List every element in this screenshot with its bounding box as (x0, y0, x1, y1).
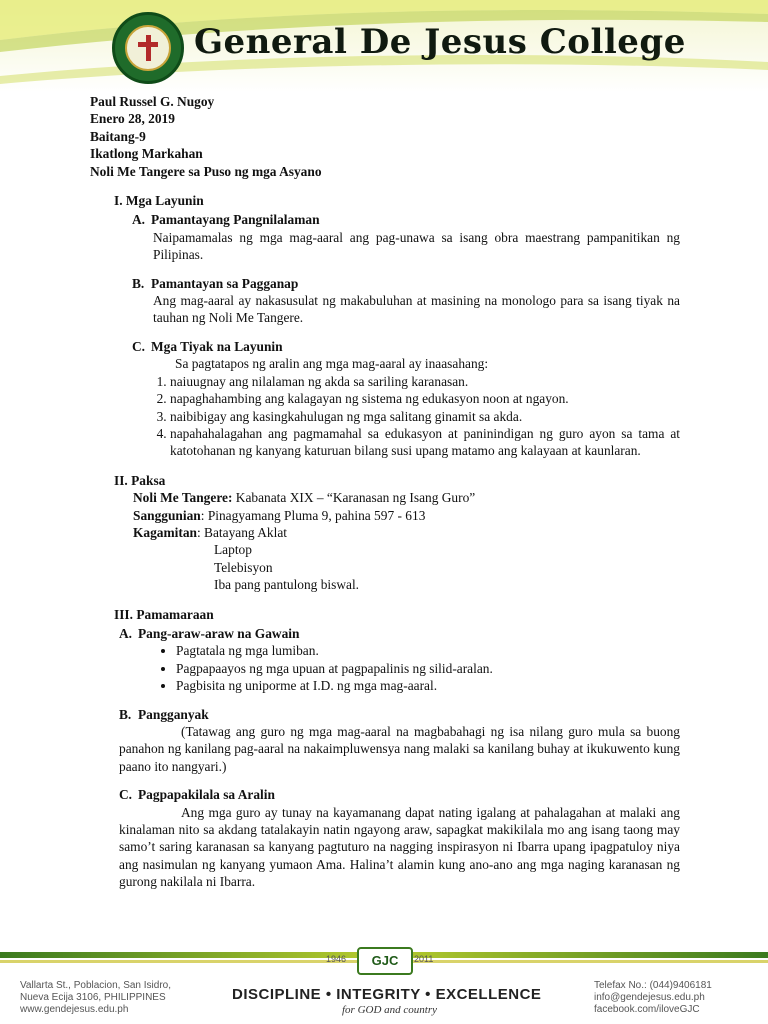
list-intro: Sa pagtatapos ng aralin ang mga mag-aaral ay inaasahang: (175, 356, 489, 372)
tagline: for GOD and country (342, 1004, 438, 1016)
subsection-title: Pangganyak (138, 706, 209, 722)
grade-level: Baitang-9 (90, 128, 146, 144)
section-pamamaraan (90, 606, 680, 891)
website-link[interactable]: www.gendejesus.edu.ph (20, 1004, 129, 1015)
row-label: Noli Me Tangere: (133, 490, 233, 506)
founding-year: 1946 (326, 954, 347, 964)
reference-row (90, 507, 680, 524)
list-item: 4. napahahalagahan ang pagmamahal sa edukasyon at paninindigan ng guro ayon sa tama at katotohanan ng kanyang katuruan bilang susi upang matamo ang kalayaan at kaunlaran. (170, 425, 680, 460)
document-meta (90, 93, 680, 180)
date: Enero 28, 2019 (90, 111, 175, 127)
material-item: Iba pang pantulong biswal. (214, 577, 360, 593)
subsection-letter: A. (132, 212, 146, 228)
section-layunin (90, 192, 680, 460)
lesson-plan (90, 93, 680, 891)
subsection (90, 786, 680, 890)
list-item: 2. napaghahambing ang kalagayan ng sistema ng edukasyon noon at ngayon. (170, 390, 680, 407)
paragraph: Ang mga guro ay tunay na kayamanang dapat nating igalang at pahalagahan at malaki ang kinalaman nito sa akdang tatalakayin natin ngayong araw, sapagkat makikilala mo ang isang taong may samo’t saring karanasan sa kanyang pagtuturo na nagging inspirasyon ni Ibarra upang ipagpatuloy niya ang nasimulan ng kanyang yumaon Ama. Halina’t alamin kung ano-ano ang mga naging karanasan ng gurong nakilala ni Ibarra. (119, 804, 680, 890)
section-title: III. Pamamaraan (114, 606, 214, 622)
subsection (90, 275, 680, 327)
paragraph: Naipamamalas ng mga mag-aaral ang pag-unawa sa isang obra maestrang pampanitikan ng Pilipinas. (153, 229, 680, 263)
topic-row (90, 489, 680, 506)
list-item: 1. naiuugnay ang nilalaman ng akda sa sariling karanasan. (170, 373, 680, 390)
footer (0, 942, 768, 1024)
section-title: I. Mga Layunin (114, 193, 204, 209)
subsection-letter: B. (132, 275, 145, 291)
gjc-logo: GJC (357, 947, 413, 975)
contact-block (594, 980, 712, 1016)
subsection (90, 706, 680, 776)
paragraph: Ang mag-aaral ay nakasusulat ng makabuluhan at masining na monologo para sa isang tiyak na tauhan ng Noli Me Tangere. (153, 293, 680, 326)
routine-list (90, 642, 680, 694)
author-name: Paul Russel G. Nugoy (90, 94, 215, 109)
material-item: Laptop (214, 542, 252, 558)
list-item: • Pagpapaayos ng mga upuan at pagpapalinis ng silid-aralan. (176, 660, 680, 677)
motto: DISCIPLINE • INTEGRITY • EXCELLENCE (232, 986, 542, 1003)
facebook-link[interactable]: facebook.com/iloveGJC (594, 1004, 700, 1015)
row-value: : Batayang Aklat (196, 524, 287, 540)
address-line: Vallarta St., Poblacion, San Isidro, (20, 980, 172, 991)
list-item: 3. naibibigay ang kasingkahulugan ng mga salitang ginamit sa akda. (170, 408, 680, 425)
subsection-letter: C. (132, 338, 146, 354)
subsection-letter: A. (119, 625, 133, 641)
anniversary-year: 2011 (414, 954, 434, 964)
materials-row (90, 524, 680, 541)
subsection-title: Mga Tiyak na Layunin (151, 338, 283, 354)
row-value: : Pinagyamang Pluma 9, pahina 597 - 613 (200, 507, 426, 523)
material-item: Telebisyon (214, 559, 273, 575)
section-paksa (90, 472, 680, 594)
subsection (90, 338, 680, 460)
objectives-list (90, 373, 680, 460)
subsection-title: Pagpapakilala sa Aralin (138, 787, 275, 803)
list-item: • Pagbisita ng uniporme at I.D. ng mga mag-aaral. (176, 677, 680, 694)
subsection-title: Pang-araw-araw na Gawain (138, 625, 300, 641)
letterhead (0, 0, 768, 92)
address-line: Nueva Ecija 3106, PHILIPPINES (20, 992, 166, 1003)
address-block (20, 980, 171, 1016)
subsection (90, 625, 680, 695)
subsection-title: Pamantayang Pangnilalaman (151, 212, 320, 228)
subsection-title: Pamantayan sa Pagganap (151, 275, 299, 291)
section-title: II. Paksa (114, 472, 166, 488)
paragraph: (Tatawag ang guro ng mga mag-aaral na magbabahagi ng isa nilang guro mula sa buong panahon ng kanilang pag-aaral na nakaimpluwensya nang malaki sa kanilang buhay at ikukuwento kung paano ito nangyari.) (119, 724, 680, 774)
quarter: Ikatlong Markahan (90, 146, 203, 162)
telefax: Telefax No.: (044)9406181 (594, 980, 712, 991)
lesson-title: Noli Me Tangere sa Puso ng mga Asyano (90, 163, 322, 179)
row-label: Sanggunian (133, 507, 201, 523)
college-seal (112, 12, 184, 84)
subsection-letter: B. (119, 706, 132, 722)
row-label: Kagamitan (133, 524, 197, 540)
college-name: General De Jesus College (194, 22, 686, 62)
row-value: Kabanata XIX – “Karanasan ng Isang Guro” (232, 490, 476, 506)
subsection (90, 211, 680, 263)
email-link[interactable]: info@gendejesus.edu.ph (594, 992, 705, 1003)
list-item: • Pagtatala ng mga lumiban. (176, 642, 680, 659)
subsection-letter: C. (119, 787, 133, 803)
